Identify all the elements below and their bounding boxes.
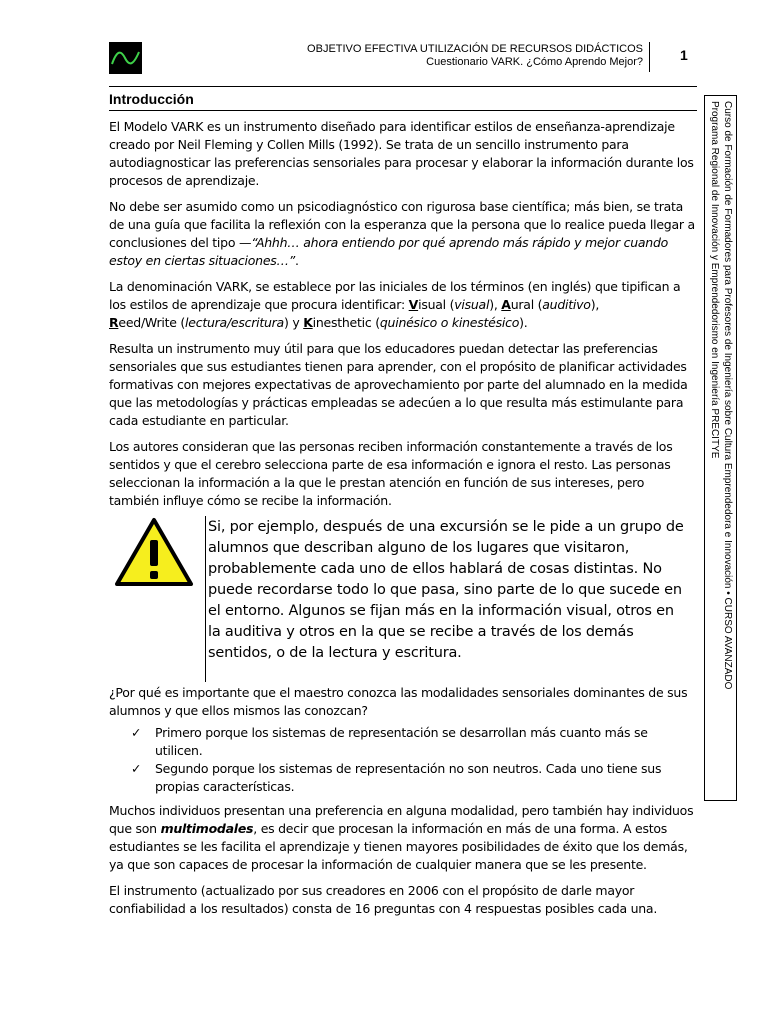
side-banner-line2: Programa Regional de Innovación y Emprendedorismo en Ingeniería PRECITYE	[709, 101, 720, 459]
paragraph-6-emphasis: multimodales	[160, 821, 254, 836]
vark-a-letter: A	[501, 297, 511, 312]
vark-k-rest: inesthetic (	[312, 315, 380, 330]
paragraph-3-text: La denominación VARK, se establece por las iniciales de los términos (en inglés) que tipifican a los estilos de aprendizaje que procura identificar:	[109, 279, 681, 312]
paragraph-7: El instrumento (actualizado por sus creadores en 2006 con el propósito de darle mayor confiabilidad a los resultados) consta de 16 preguntas con 4 respuestas posibles cada una.	[109, 883, 658, 916]
vark-v-letter: V	[408, 297, 419, 312]
vark-v-rest: isual (	[418, 297, 455, 312]
wave-logo-icon	[109, 42, 142, 74]
vark-a-close: ),	[590, 297, 600, 312]
section-title: Introducción	[109, 91, 194, 107]
header-divider	[649, 42, 650, 72]
list-item-text: Segundo porque los sistemas de representación no son neutros. Cada uno tiene sus propias características.	[155, 761, 662, 794]
list-item	[109, 760, 697, 796]
vark-k-close: ).	[519, 315, 528, 330]
callout-divider	[205, 516, 206, 682]
vark-r-letter: R	[109, 315, 119, 330]
vark-r-close: ) y	[283, 315, 304, 330]
vark-r-italic: lectura/escritura	[185, 315, 284, 330]
section-rule	[109, 110, 697, 111]
paragraph-1: El Modelo VARK es un instrumento diseñado para identificar estilos de enseñanza-aprendizaje creado por Neil Fleming y Collen Mills (1992). Se trata de un sencillo instrumento para autodiagnosticar las preferencias sensoriales para procesar y elaborar la información durante los procesos de aprendizaje.	[109, 119, 694, 188]
side-banner-line1: Curso de Formación de Formadores para Profesores de Ingeniería sobre Cultura Emprendedora e Innovación • CURSO AVANZADO	[722, 101, 733, 690]
paragraph-6-text: Muchos individuos presentan una preferencia en alguna modalidad, pero también hay individuos que son	[109, 803, 694, 836]
vark-r-rest: eed/Write (	[118, 315, 186, 330]
intro-content	[109, 118, 697, 518]
check-icon: ✓	[131, 725, 142, 740]
vark-v-close: ),	[489, 297, 502, 312]
list-item-text: Primero porque los sistemas de representación se desarrollan más cuanto más se utilicen.	[155, 725, 648, 758]
warning-callout	[109, 512, 697, 672]
vark-a-rest: ural (	[510, 297, 543, 312]
vark-a-italic: auditivo	[542, 297, 591, 312]
callout-text: Si, por ejemplo, después de una excursión se le pide a un grupo de alumnos que describan alguno de los lugares que visitaron, probablemente cada uno de ellos hablará de cosas distintas. No puede recordarse todo lo que pasa, sino parte de lo que sucede en el entorno. Algunos se fijan más en la información visual, otros en la auditiva y otros en la que se recibe a través de los demás sentidos, o de la lectura y escritura.	[208, 519, 684, 661]
paragraph-4: Resulta un instrumento muy útil para que los educadores puedan detectar las preferencias sensoriales que sus estudiantes tienen para aprender, con el propósito de planificar actividades formativas con mejores expectativas de aprovechamiento por parte del alumnado en la medida que las metodologías y prácticas empleadas se adecúen a lo que resulta más estimulante para cada estudiante en particular.	[109, 341, 688, 428]
question: ¿Por qué es importante que el maestro conozca las modalidades sensoriales dominantes de sus alumnos y que ellos mismos las conozcan?	[109, 685, 688, 718]
page-number: 1	[680, 47, 688, 63]
vark-v-italic: visual	[454, 297, 490, 312]
warning-icon	[113, 516, 195, 588]
paragraph-6	[109, 802, 697, 874]
checklist	[109, 724, 697, 796]
vark-k-italic: quinésico o kinestésico	[379, 315, 520, 330]
paragraph-3	[109, 278, 697, 332]
paragraph-2-quote: “Ahhh… ahora entiendo por qué aprendo más rápido y mejor cuando estoy en ciertas situaciones…”	[109, 235, 669, 268]
paragraph-2	[109, 198, 697, 270]
header-subtitle: Cuestionario VARK. ¿Cómo Aprendo Mejor?	[426, 56, 643, 68]
paragraph-2-end: .	[295, 253, 299, 268]
lower-content	[109, 684, 697, 926]
side-banner	[704, 95, 737, 801]
paragraph-2-text: No debe ser asumido como un psicodiagnóstico con rigurosa base científica; más bien, se trata de una guía que facilita la reflexión con la esperanza que la persona que lo realice pueda llegar a conclusiones del tipo —	[109, 199, 695, 250]
header-rule	[109, 86, 697, 87]
list-item	[109, 724, 697, 760]
check-icon: ✓	[131, 761, 142, 776]
paragraph-6-end: , es decir que procesan la información en más de una forma. A estos estudiantes se les facilita el aprendizaje y tienen mayores posibilidades de éxito que los demás, ya que son capaces de procesar la información de cualquier manera que se les presente.	[109, 821, 688, 872]
header-title: OBJETIVO EFECTIVA UTILIZACIÓN DE RECURSOS DIDÁCTICOS	[307, 43, 643, 55]
paragraph-5: Los autores consideran que las personas reciben información constantemente a través de los sentidos y que el cerebro selecciona parte de esa información e ignora el resto. Las personas seleccionan la información a la que le prestan atención en función de sus intereses, pero también influye cómo se recibe la información.	[109, 439, 673, 508]
vark-k-letter: K	[303, 315, 313, 330]
